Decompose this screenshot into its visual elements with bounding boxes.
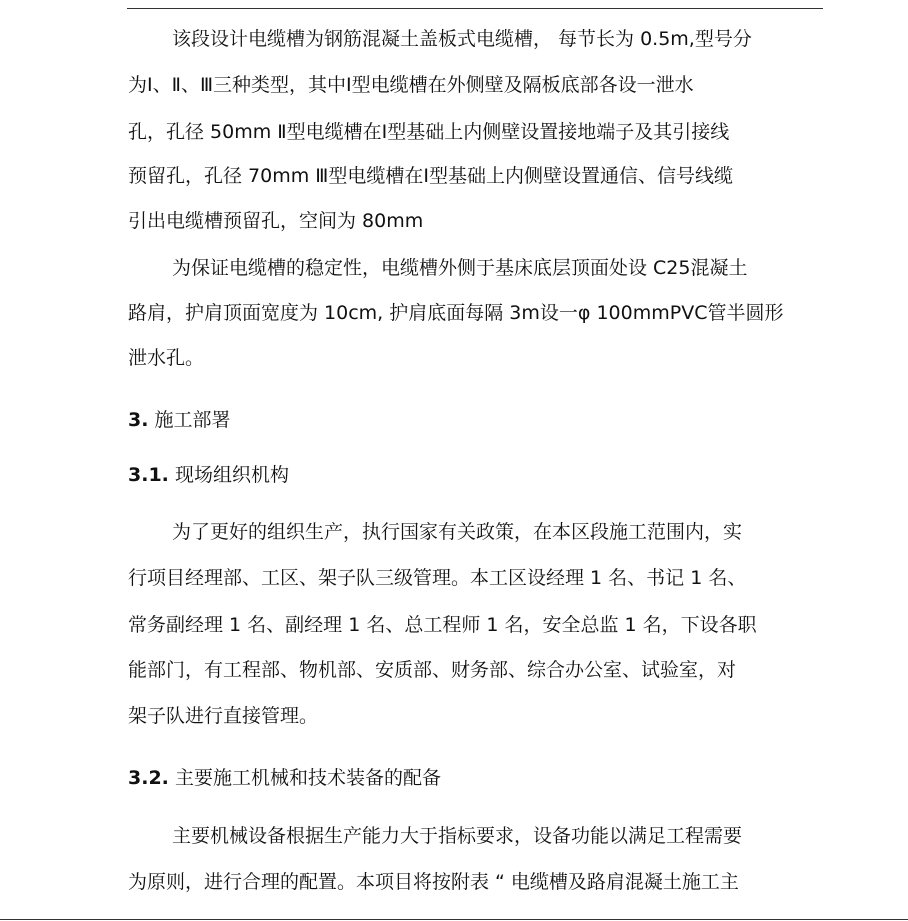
para1-line-1: 该段设计电缆槽为钢筋混凝土盖板式电缆槽， 每节长为 0.5m,型号分 (172, 28, 752, 50)
para1-line-4: 预留孔，孔径 70mm Ⅲ型电缆槽在Ⅰ型基础上内侧壁设置通信、信号线缆 (128, 165, 733, 187)
section-3-number: 3. (128, 409, 149, 431)
section-3-2-line-2: 为原则，进行合理的配置。本项目将按附表 “ 电缆槽及路肩混凝土施工主 (128, 871, 739, 893)
para1-line-3: 孔，孔径 50mm Ⅱ型电缆槽在Ⅰ型基础上内侧壁设置接地端子及其引接线 (128, 121, 730, 143)
para2-line-3: 泄水孔。 (128, 347, 205, 369)
para1-line-2: 为Ⅰ、Ⅱ、Ⅲ三种类型，其中Ⅰ型电缆槽在外侧壁及隔板底部各设一泄水 (128, 74, 694, 96)
section-3-1-line-5: 架子队进行直接管理。 (128, 705, 319, 727)
section-3-1-line-1: 为了更好的组织生产，执行国家有关政策，在本区段施工范围内，实 (172, 521, 743, 543)
header-rule (127, 8, 823, 9)
footer-rule (0, 919, 908, 920)
para2-line-1: 为保证电缆槽的稳定性，电缆槽外侧于基床底层顶面处设 C25混凝土 (172, 257, 748, 279)
para2-line-2: 路肩，护肩顶面宽度为 10cm, 护肩底面每隔 3m设一φ 100mmPVC管半圆形 (128, 302, 784, 324)
section-3-1-line-4: 能部门，有工程部、物机部、安质部、财务部、综合办公室、试验室，对 (128, 659, 737, 681)
section-3-1-heading (128, 463, 289, 487)
section-3-title: 施工部署 (154, 409, 231, 431)
section-3-2-number: 3.2. (128, 767, 169, 789)
para1-line-5: 引出电缆槽预留孔，空间为 80mm (128, 210, 424, 232)
section-3-2-line-1: 主要机械设备根据生产能力大于指标要求，设备功能以满足工程需要 (172, 825, 743, 847)
section-3-2-title: 主要施工机械和技术装备的配备 (174, 767, 441, 789)
section-3-1-title: 现场组织机构 (174, 464, 289, 486)
section-3-heading (128, 408, 231, 432)
section-3-1-line-2: 行项目经理部、工区、架子队三级管理。本工区设经理 1 名、书记 1 名、 (128, 567, 747, 589)
section-3-2-heading (128, 766, 441, 790)
section-3-1-line-3: 常务副经理 1 名、副经理 1 名、总工程师 1 名，安全总监 1 名，下设各职 (128, 614, 757, 636)
section-3-1-number: 3.1. (128, 464, 169, 486)
